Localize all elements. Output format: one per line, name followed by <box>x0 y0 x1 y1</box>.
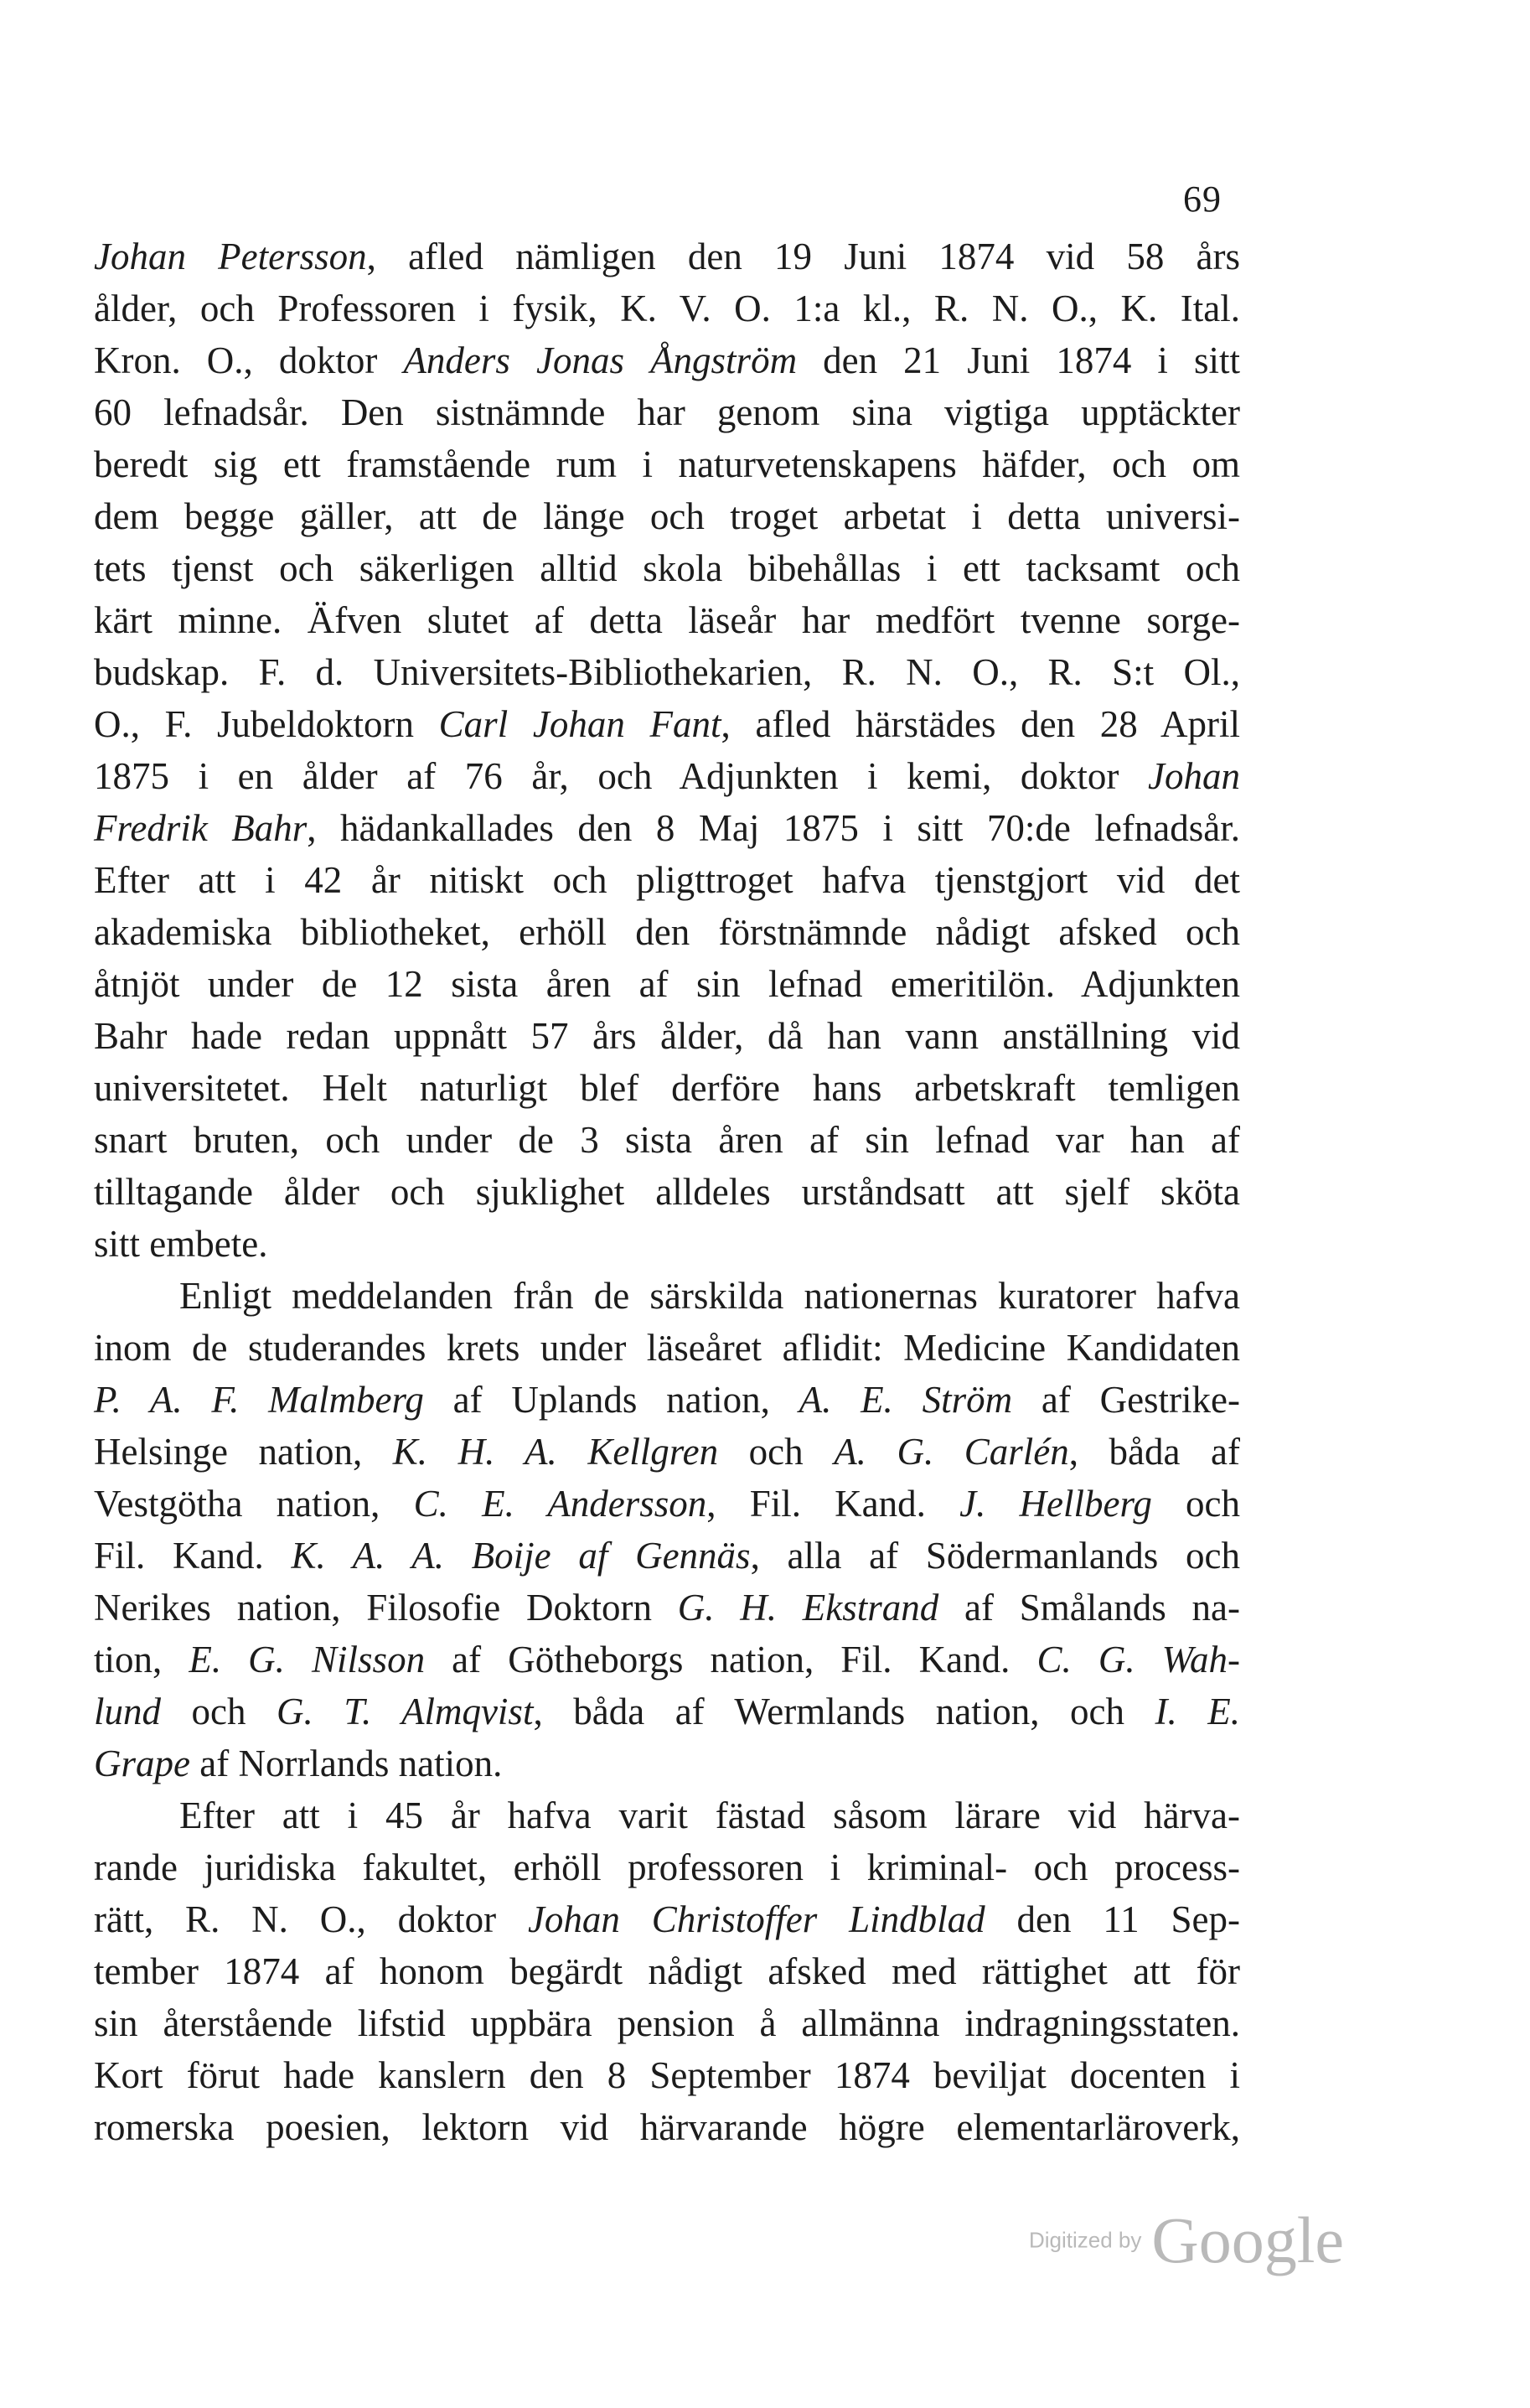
italic-name: Grape <box>94 1743 190 1784</box>
text-run: Bahr hade redan uppnått 57 års ålder, då han vann anställning vid <box>94 1015 1240 1057</box>
text-line <box>94 750 1240 802</box>
text-run: , hädankallades den 8 Maj 1875 i sitt 70:de lefnadsår. <box>307 807 1241 849</box>
text-line <box>94 282 1240 334</box>
text-run: sin återstående lifstid uppbära pension å allmänna indragningsstaten. <box>94 2002 1240 2044</box>
text-line <box>94 1374 1240 1426</box>
body-text <box>94 230 1240 2153</box>
italic-name: J. Hellberg <box>959 1483 1152 1525</box>
text-run: den 11 Sep- <box>985 1898 1240 1940</box>
text-line <box>94 906 1240 958</box>
text-line <box>94 1426 1240 1478</box>
italic-name: C. G. Wah- <box>1036 1639 1240 1680</box>
text-line <box>94 1062 1240 1114</box>
text-run: 1875 i en ålder af 76 år, och Adjunkten i kemi, doktor <box>94 755 1149 797</box>
text-run: universitetet. Helt naturligt blef derföre hans arbetskraft temligen <box>94 1067 1240 1109</box>
text-line <box>94 1686 1240 1737</box>
italic-name: A. G. Carlén <box>834 1431 1069 1473</box>
text-run: Enligt meddelanden från de särskilda nationernas kuratorer hafva <box>179 1275 1240 1317</box>
italic-name: K. A. A. Boije af Gennäs <box>291 1535 751 1577</box>
text-run: romerska poesien, lektorn vid härvarande högre elementarläroverk, <box>94 2106 1240 2148</box>
text-run: , afled härstädes den 28 April <box>721 703 1240 745</box>
text-line <box>94 1114 1240 1166</box>
text-line <box>94 490 1240 542</box>
italic-name: E. G. Nilsson <box>189 1639 426 1680</box>
text-run: rande juridiska fakultet, erhöll professoren i kriminal- och process- <box>94 1846 1240 1888</box>
italic-name: G. H. Ekstrand <box>677 1587 939 1629</box>
text-run: Vestgötha nation, <box>94 1483 414 1525</box>
text-run: , båda af Wermlands nation, och <box>533 1691 1155 1732</box>
text-line <box>94 1322 1240 1374</box>
text-run: , båda af <box>1068 1431 1240 1473</box>
text-line <box>94 1218 1240 1270</box>
text-run: tion, <box>94 1639 189 1680</box>
text-run: tember 1874 af honom begärdt nådigt afsked med rättighet att för <box>94 1950 1240 1992</box>
text-run: beredt sig ett framstående rum i naturvetenskapens häfder, och om <box>94 443 1240 485</box>
text-line <box>94 230 1240 282</box>
text-line <box>94 698 1240 750</box>
text-run: af Uplands nation, <box>423 1379 799 1421</box>
text-run: , alla af Södermanlands och <box>750 1535 1240 1577</box>
text-run: , afled nämligen den 19 Juni 1874 vid 58 års <box>366 236 1240 277</box>
text-line <box>94 2101 1240 2153</box>
text-run: snart bruten, och under de 3 sista åren af sin lefnad var han af <box>94 1119 1240 1161</box>
text-run: Kort förut hade kanslern den 8 September 1874 beviljat docenten i <box>94 2054 1240 2096</box>
text-line <box>94 1893 1240 1945</box>
text-line <box>94 1010 1240 1062</box>
text-run: af Smålands na- <box>938 1587 1240 1629</box>
text-run: ålder, och Professoren i fysik, K. V. O. 1:a kl., R. N. O., K. Ital. <box>94 287 1240 329</box>
italic-name: C. E. Andersson <box>413 1483 707 1525</box>
text-line <box>94 1582 1240 1634</box>
italic-name: lund <box>94 1691 162 1732</box>
text-run: och <box>1151 1483 1241 1525</box>
text-run: af Norrlands nation. <box>189 1743 503 1784</box>
italic-name: Fredrik Bahr <box>94 807 308 849</box>
text-run: tets tjenst och säkerligen alltid skola bibehållas i ett tacksamt och <box>94 547 1240 589</box>
text-line <box>94 2049 1240 2101</box>
italic-name: G. T. Almqvist <box>277 1691 534 1732</box>
text-line <box>94 1270 1240 1322</box>
text-line <box>94 542 1240 594</box>
text-run: den 21 Juni 1874 i sitt <box>797 339 1240 381</box>
text-run: O., F. Jubeldoktorn <box>94 703 439 745</box>
italic-name: Johan Petersson <box>94 236 367 277</box>
text-run: budskap. F. d. Universitets-Bibliothekarien, R. N. O., R. S:t Ol., <box>94 651 1240 693</box>
text-line <box>94 1478 1240 1530</box>
text-run: Efter att i 45 år hafva varit fästad såsom lärare vid härva- <box>179 1794 1240 1836</box>
text-line <box>94 1945 1240 1997</box>
text-line <box>94 386 1240 438</box>
text-line <box>94 1737 1240 1789</box>
google-logo: Google <box>1151 2203 1345 2276</box>
italic-name: Anders Jonas Ångström <box>403 339 798 381</box>
text-line <box>94 438 1240 490</box>
text-line <box>94 1789 1240 1841</box>
watermark-prefix: Digitized by <box>1029 2227 1142 2253</box>
text-run: inom de studerandes krets under läseåret aflidit: Medicine Kandidaten <box>94 1327 1240 1369</box>
text-line <box>94 1997 1240 2049</box>
text-run: af Götheborgs nation, Fil. Kand. <box>425 1639 1037 1680</box>
text-run: akademiska bibliotheket, erhöll den förstnämnde nådigt afsked och <box>94 911 1240 953</box>
italic-name: P. A. F. Malmberg <box>94 1379 424 1421</box>
italic-name: K. H. A. Kellgren <box>392 1431 719 1473</box>
text-run: rätt, R. N. O., doktor <box>94 1898 528 1940</box>
text-line <box>94 1530 1240 1582</box>
text-run: af Gestrike- <box>1012 1379 1240 1421</box>
italic-name: Carl Johan Fant <box>438 703 721 745</box>
text-line <box>94 646 1240 698</box>
text-line <box>94 854 1240 906</box>
text-run: och <box>161 1691 277 1732</box>
text-line <box>94 1841 1240 1893</box>
text-run: åtnjöt under de 12 sista åren af sin lefnad emeritilön. Adjunkten <box>94 963 1240 1005</box>
text-run: kärt minne. Äfven slutet af detta läseår har medfört tvenne sorge- <box>94 599 1240 641</box>
text-line <box>94 1634 1240 1686</box>
italic-name: A. E. Ström <box>799 1379 1013 1421</box>
italic-name: Johan <box>1148 755 1240 797</box>
text-run: , Fil. Kand. <box>706 1483 960 1525</box>
text-run: Helsinge nation, <box>94 1431 393 1473</box>
text-run: sitt embete. <box>94 1223 268 1265</box>
text-run: dem begge gäller, att de länge och troget arbetat i detta universi- <box>94 495 1240 537</box>
text-line <box>94 958 1240 1010</box>
page-number: 69 <box>1183 179 1222 220</box>
text-run: och <box>718 1431 835 1473</box>
text-run: Fil. Kand. <box>94 1535 292 1577</box>
text-run: Efter att i 42 år nitiskt och pligttroget hafva tjenstgjort vid det <box>94 859 1240 901</box>
italic-name: Johan Christoffer Lindblad <box>527 1898 985 1940</box>
text-line <box>94 802 1240 854</box>
digitized-by-google-watermark <box>1029 2203 1344 2278</box>
text-line <box>94 1166 1240 1218</box>
text-line <box>94 594 1240 646</box>
italic-name: I. E. <box>1155 1691 1240 1732</box>
text-run: tilltagande ålder och sjuklighet alldeles urståndsatt att sjelf sköta <box>94 1171 1240 1213</box>
text-run: Kron. O., doktor <box>94 339 404 381</box>
text-run: 60 lefnadsår. Den sistnämnde har genom sina vigtiga upptäckter <box>94 391 1240 433</box>
text-run: Nerikes nation, Filosofie Doktorn <box>94 1587 678 1629</box>
text-line <box>94 334 1240 386</box>
